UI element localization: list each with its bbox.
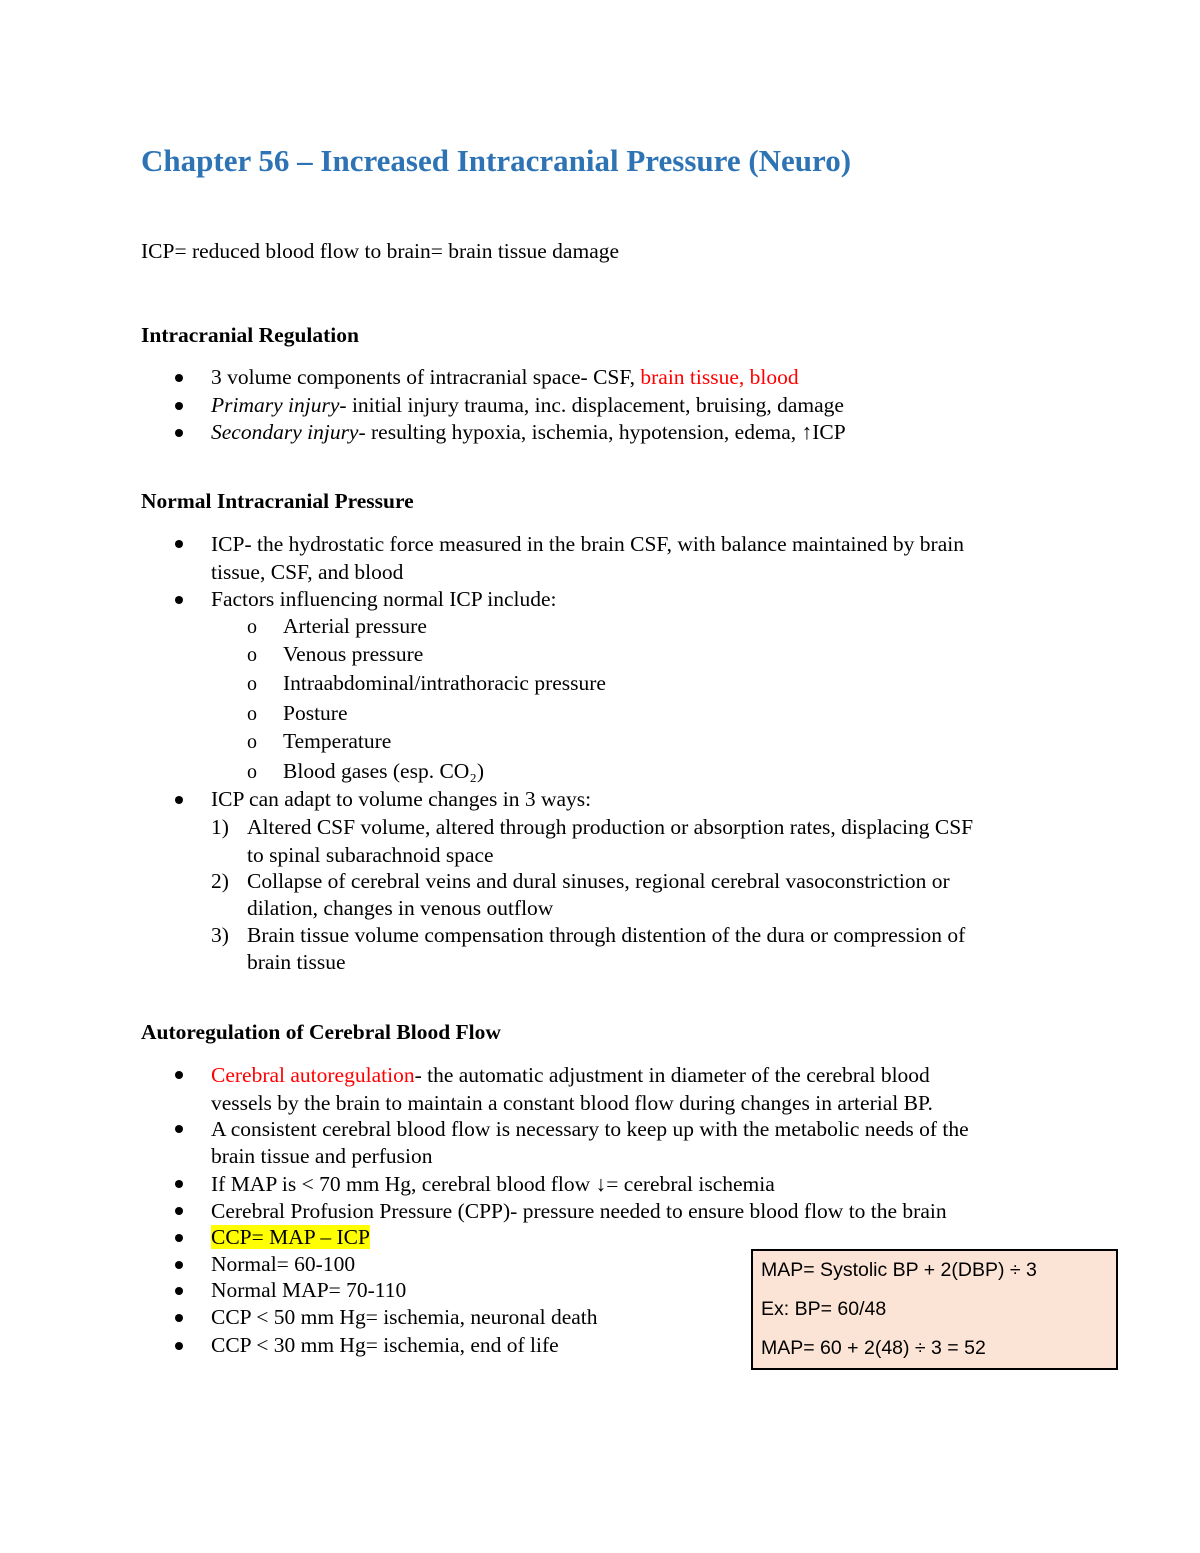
highlighted-red-text: brain tissue, blood [640, 365, 799, 389]
list-item-normal-range: Normal= 60-100 [211, 1252, 356, 1276]
list-item-ccp-50: CCP < 50 mm Hg= ischemia, neuronal death [211, 1305, 598, 1329]
bullet-icon [175, 1261, 183, 1269]
map-example-line: Ex: BP= 60/48 [761, 1298, 887, 1320]
bullet-icon [175, 540, 183, 548]
numbered-item-line2: brain tissue [247, 950, 346, 974]
numbered-marker: 3) [211, 923, 229, 947]
bullet-icon [175, 596, 183, 604]
sub-list-item: Arterial pressure [283, 614, 427, 638]
numbered-item-line1: Brain tissue volume compensation through distention of the dura or compression of [247, 923, 966, 947]
page-title: Chapter 56 – Increased Intracranial Pressure (Neuro) [141, 143, 852, 178]
sub-list-item: Temperature [283, 729, 392, 753]
bullet-icon [175, 1234, 183, 1242]
bullet-icon [175, 374, 183, 382]
map-formula-line: MAP= Systolic BP + 2(DBP) ÷ 3 [761, 1259, 1037, 1281]
bullet-icon [175, 796, 183, 804]
heading-intracranial-regulation: Intracranial Regulation [141, 323, 359, 347]
heading-normal-icp: Normal Intracranial Pressure [141, 489, 414, 513]
map-calculation-line: MAP= 60 + 2(48) ÷ 3 = 52 [761, 1337, 986, 1359]
list-item-ccp-30: CCP < 30 mm Hg= ischemia, end of life [211, 1333, 559, 1357]
sub-bullet-icon: o [247, 703, 257, 725]
highlighted-red-text: Cerebral autoregulation [211, 1063, 415, 1087]
heading-autoregulation: Autoregulation of Cerebral Blood Flow [141, 1020, 501, 1044]
bullet-icon [175, 1287, 183, 1295]
bullet-icon [175, 1342, 183, 1350]
bullet-icon [175, 429, 183, 437]
intro-text: ICP= reduced blood flow to brain= brain tissue damage [141, 239, 620, 263]
list-item-ccp-formula [211, 1224, 370, 1251]
list-item-cerebral-autoregulation-line2: vessels by the brain to maintain a constant blood flow during changes in arterial BP. [211, 1091, 933, 1115]
list-item-volume-components: 3 volume components of intracranial space- CSF, brain tissue, blood [211, 365, 799, 389]
list-item-consistent-flow-line1: A consistent cerebral blood flow is necessary to keep up with the metabolic needs of the [211, 1117, 969, 1141]
numbered-item-line2: to spinal subarachnoid space [247, 843, 494, 867]
numbered-marker: 2) [211, 869, 229, 893]
bullet-icon [175, 402, 183, 410]
sub-list-item: Posture [283, 701, 348, 725]
map-formula-box [751, 1249, 1118, 1370]
bullet-icon [175, 1314, 183, 1322]
highlighted-formula: CCP= MAP – ICP [211, 1225, 370, 1249]
numbered-item-line1: Altered CSF volume, altered through production or absorption rates, displacing CSF [247, 815, 974, 839]
bullet-icon [175, 1125, 183, 1133]
list-item-normal-map: Normal MAP= 70-110 [211, 1278, 407, 1302]
numbered-item-line1: Collapse of cerebral veins and dural sinuses, regional cerebral vasoconstriction or [247, 869, 950, 893]
bullet-icon [175, 1071, 183, 1079]
bullet-icon [175, 1207, 183, 1215]
sub-bullet-icon: o [247, 731, 257, 753]
sub-list-item: Blood gases (esp. CO₂) [283, 759, 484, 783]
bullet-icon [175, 1180, 183, 1188]
list-item-factors: Factors influencing normal ICP include: [211, 587, 557, 611]
sub-bullet-icon: o [247, 616, 257, 638]
list-item-icp-definition-line1: ICP- the hydrostatic force measured in the brain CSF, with balance maintained by brain [211, 532, 964, 556]
list-item-secondary-injury: Secondary injury- resulting hypoxia, ischemia, hypotension, edema, ↑ICP [211, 420, 846, 444]
numbered-item-line2: dilation, changes in venous outflow [247, 896, 554, 920]
list-item-cpp-definition: Cerebral Profusion Pressure (CPP)- pressure needed to ensure blood flow to the brain [211, 1199, 947, 1223]
sub-list-item: Intraabdominal/intrathoracic pressure [283, 671, 606, 695]
sub-list-item: Venous pressure [283, 642, 424, 666]
list-item-adapt-ways: ICP can adapt to volume changes in 3 ways: [211, 787, 592, 811]
numbered-marker: 1) [211, 815, 229, 839]
list-item-consistent-flow-line2: brain tissue and perfusion [211, 1144, 433, 1168]
sub-bullet-icon: o [247, 644, 257, 666]
sub-bullet-icon: o [247, 761, 257, 783]
list-item-icp-definition-line2: tissue, CSF, and blood [211, 560, 404, 584]
list-item-primary-injury: Primary injury- initial injury trauma, inc. displacement, bruising, damage [211, 393, 844, 417]
list-item-map-threshold: If MAP is < 70 mm Hg, cerebral blood flow ↓= cerebral ischemia [211, 1172, 775, 1196]
list-item-cerebral-autoregulation-line1: Cerebral autoregulation- the automatic adjustment in diameter of the cerebral blood [211, 1063, 930, 1087]
sub-bullet-icon: o [247, 673, 257, 695]
